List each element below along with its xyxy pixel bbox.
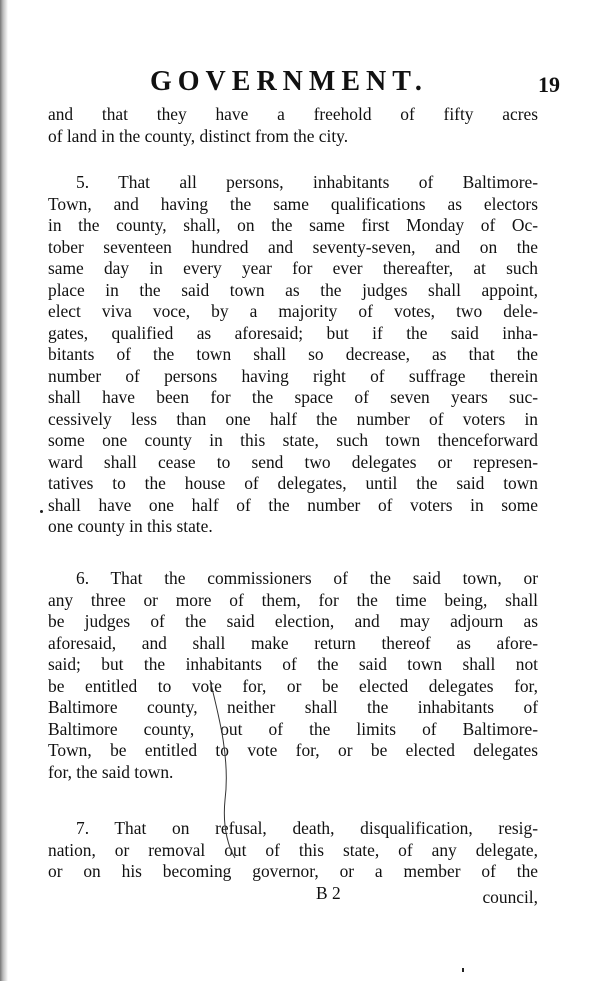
text-line: one county in this state. [48,516,213,536]
text-line: bitants of the town shall so decrease, as that the [48,344,538,364]
page-number: 19 [538,72,560,97]
paragraph-6 [48,568,538,783]
text-line: place in the said town as the judges shall appoint, [48,279,538,300]
text-line: any three or more of them, for the time being, shall [48,589,538,610]
text-line: be judges of the said election, and may adjourn as [48,611,538,631]
pencil-annotation-mark [200,680,260,860]
text-line: same day in every year for ever thereafter, at such [48,258,538,278]
page-footer [48,883,538,905]
text-line: aforesaid, and shall make return thereof as afore- [48,632,538,653]
paragraph-5 [48,172,538,538]
ink-speck [462,968,464,972]
text-line: gates, qualified as aforesaid; but if the said inha- [48,322,538,343]
text-line: or on his becoming governor, or a member of the [48,861,538,881]
running-title: GOVERNMENT. [150,66,428,97]
text-line: nation, or removal out of this state, of any delegate, [48,839,538,860]
text-line: elect viva voce, by a majority of votes, two dele- [48,301,538,321]
text-line: shall have been for the space of seven years suc- [48,387,538,407]
paragraph-continued [48,104,538,147]
page-header [150,66,560,106]
text-line: and that they have a freehold of fifty acres [48,104,538,124]
text-line: ward shall cease to send two delegates or represen- [48,451,538,472]
text-line: Baltimore county, neither shall the inhabitants of [48,697,538,717]
text-line: Baltimore county, out of the limits of Baltimore- [48,718,538,739]
scan-binding-edge [0,0,8,981]
text-line: 5. That all persons, inhabitants of Baltimore- [76,172,538,192]
text-line: 7. That on refusal, death, disqualification, resig- [76,818,538,838]
text-line: said; but the inhabitants of the said town shall not [48,654,538,674]
text-line: shall have one half of the number of voters in some [48,494,538,515]
text-line: in the county, shall, on the same first Monday of Oc- [48,215,538,235]
text-line: number of persons having right of suffrage therein [48,365,538,386]
text-line: of land in the county, distinct from the city. [48,125,349,146]
margin-mark [40,510,43,513]
text-line: Town, and having the same qualifications as electors [48,193,538,214]
text-line: 6. That the commissioners of the said town, or [76,568,538,588]
text-line: tatives to the house of delegates, until the said town [48,473,538,493]
text-line: be entitled to vote for, or be elected delegates for, [48,675,538,696]
paragraph-7 [48,818,538,883]
text-line: tober seventeen hundred and seventy-seven, and on the [48,236,538,257]
text-line: for, the said town. [48,761,174,782]
signature-mark: B 2 [316,883,341,903]
text-line: some one county in this state, such town thenceforward [48,430,538,450]
text-line: cessively less than one half the number of voters in [48,408,538,429]
text-line: Town, be entitled to vote for, or be elected delegates [48,740,538,760]
catchword: council, [482,887,538,907]
